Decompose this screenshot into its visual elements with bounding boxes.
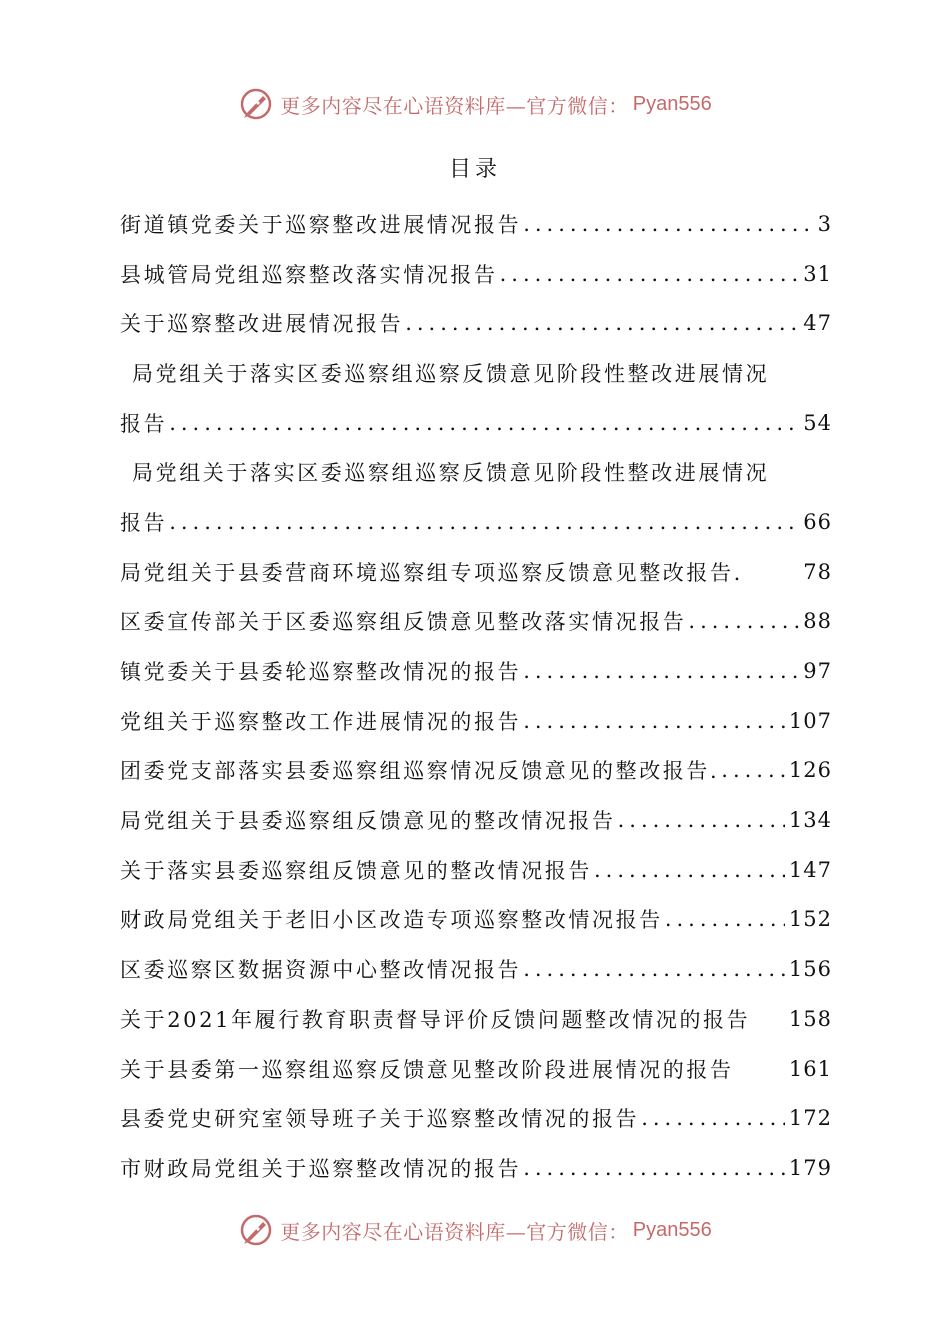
toc-leader-dots [688, 609, 799, 633]
toc-leader-dots [169, 510, 799, 534]
toc-entry[interactable] [120, 199, 832, 249]
toc-entry[interactable] [120, 597, 832, 647]
toc-entry-title: 关于巡察整改进展情况报告 [120, 312, 404, 337]
toc-entry[interactable] [120, 746, 832, 796]
toc-leader-dots [523, 709, 785, 733]
toc-entry-page: 134 [788, 808, 832, 833]
banner-text: 更多内容尽在心语资料库—官方微信： [280, 1219, 629, 1244]
toc-entry[interactable] [120, 547, 832, 597]
toc-entry-title: 街道镇党委关于巡察整改进展情况报告 [120, 212, 522, 237]
banner-wechat-id: Pyan556 [632, 1218, 712, 1241]
toc-entry-page: 147 [788, 857, 832, 882]
toc-title: 目录 [448, 157, 501, 182]
banner-wechat-id: Pyan556 [632, 92, 712, 115]
toc-entry-title: 关于2021年履行教育职责督导评价反馈问题整改情况的报告 [120, 1007, 751, 1032]
toc-entry[interactable] [120, 497, 832, 547]
toc-leader-dots [500, 262, 800, 286]
toc-leader-dots [523, 1156, 785, 1180]
toc-leader-dots [523, 659, 799, 683]
toc-entry-page: 179 [788, 1155, 832, 1180]
toc-entry[interactable] [120, 646, 832, 696]
toc-entry-page: 97 [803, 659, 832, 684]
toc-entry-title: 区委巡察区数据资源中心整改情况报告 [120, 958, 522, 983]
toc-leader-dots [169, 411, 799, 435]
toc-entry-page: 88 [803, 609, 832, 634]
toc-entry-title: 县城管局党组巡察整改落实情况报告 [120, 262, 498, 287]
toc-leader-dots [594, 858, 785, 882]
toc-entry-title: 报告 [120, 510, 168, 535]
toc-leader-dots [523, 957, 785, 981]
toc-entry-page: 156 [788, 957, 832, 982]
toc-entry[interactable] [120, 249, 832, 299]
toc-entry-title: 报告 [120, 411, 168, 436]
toc-leader-dots [721, 758, 785, 782]
toc-entry[interactable] [120, 398, 832, 448]
pen-nib-circle-icon [238, 86, 274, 122]
pen-nib-circle-icon [238, 1212, 274, 1248]
toc-entry[interactable] [120, 1093, 832, 1143]
toc-entry-page: 107 [788, 708, 832, 733]
toc-entry-page: 66 [803, 509, 832, 534]
table-of-contents [120, 199, 832, 1193]
footer-banner [0, 1208, 950, 1252]
toc-entry-title: 局党组关于县委营商环境巡察组专项巡察反馈意见整改报告. [120, 560, 743, 585]
toc-leader-dots [523, 212, 813, 236]
toc-entry-page: 3 [817, 211, 832, 236]
toc-entry-title: 关于落实县委巡察组反馈意见的整改情况报告 [120, 858, 592, 883]
toc-entry[interactable] [120, 1044, 832, 1094]
toc-entry-title: 关于县委第一巡察组巡察反馈意见整改阶段进展情况的报告 [120, 1057, 734, 1082]
toc-entry[interactable] [120, 348, 832, 398]
toc-leader-dots [641, 1106, 785, 1130]
toc-entry-page: 152 [788, 907, 832, 932]
toc-entry-page: 172 [788, 1106, 832, 1131]
toc-entry-title: 镇党委关于县委轮巡察整改情况的报告 [120, 660, 522, 685]
toc-entry[interactable] [120, 447, 832, 497]
toc-entry[interactable] [120, 845, 832, 895]
toc-entry-title: 团委党支部落实县委巡察组巡察情况反馈意见的整改报告. [120, 759, 720, 784]
toc-entry-page: 126 [788, 758, 832, 783]
banner-text: 更多内容尽在心语资料库—官方微信： [280, 93, 629, 118]
toc-entry-page: 78 [803, 559, 832, 584]
header-banner [0, 82, 950, 126]
toc-entry-title: 党组关于巡察整改工作进展情况的报告 [120, 709, 522, 734]
toc-entry[interactable] [120, 994, 832, 1044]
toc-entry[interactable] [120, 298, 832, 348]
toc-entry-title: 局党组关于县委巡察组反馈意见的整改情况报告 [120, 809, 616, 834]
toc-entry[interactable] [120, 944, 832, 994]
toc-entry[interactable] [120, 895, 832, 945]
toc-entry-title: 市财政局党组关于巡察整改情况的报告 [120, 1156, 522, 1181]
toc-entry-page: 161 [788, 1056, 832, 1081]
toc-entry-title: 财政局党组关于老旧小区改造专项巡察整改情况报告 [120, 908, 663, 933]
toc-leader-dots [405, 311, 799, 335]
toc-entry-page: 54 [803, 410, 832, 435]
toc-entry[interactable] [120, 795, 832, 845]
toc-entry-title: 区委宣传部关于区委巡察组反馈意见整改落实情况报告 [120, 610, 687, 635]
toc-leader-dots [665, 907, 785, 931]
toc-entry-page: 31 [803, 261, 832, 286]
toc-entry-title: 局党组关于落实区委巡察组巡察反馈意见阶段性整改进展情况 [132, 361, 770, 386]
toc-leader-dots [618, 808, 785, 832]
toc-entry[interactable] [120, 1143, 832, 1193]
toc-entry-title: 局党组关于落实区委巡察组巡察反馈意见阶段性整改进展情况 [132, 461, 770, 486]
toc-entry[interactable] [120, 696, 832, 746]
toc-entry-page: 158 [788, 1006, 832, 1031]
toc-entry-title: 县委党史研究室领导班子关于巡察整改情况的报告 [120, 1107, 640, 1132]
toc-entry-page: 47 [803, 311, 832, 336]
